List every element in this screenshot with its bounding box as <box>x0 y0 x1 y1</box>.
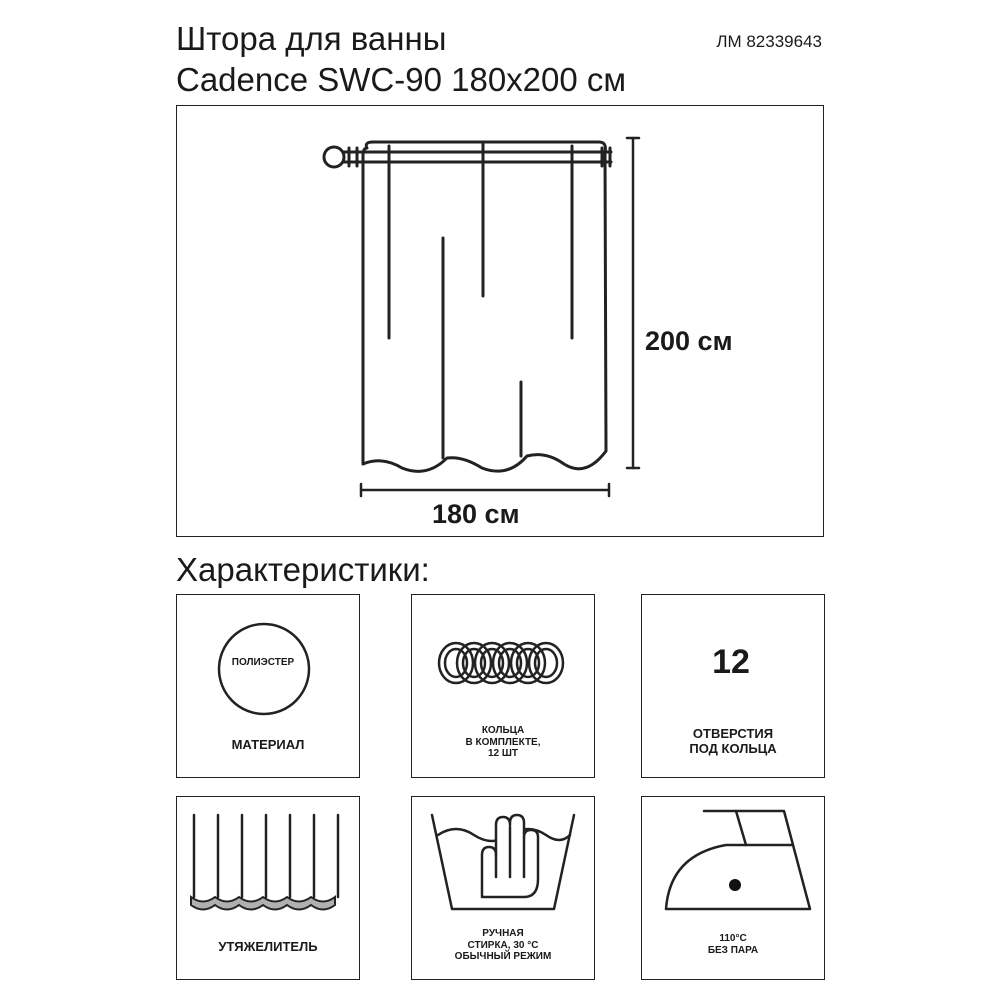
material-circle-text: ПОЛИЭСТЕР <box>231 657 295 668</box>
product-title-line-2: Cadence SWC-90 180x200 см <box>176 61 627 98</box>
card-holes <box>641 594 825 778</box>
height-dimension-line <box>627 138 639 468</box>
width-label: 180 см <box>432 499 520 529</box>
card-weight <box>176 796 360 980</box>
holes-caption-line-2: ПОД КОЛЬЦА <box>689 740 777 756</box>
holes-caption-line-1: ОТВЕРСТИЯ <box>692 726 774 741</box>
curtain-drawing <box>177 106 825 538</box>
card-material <box>176 594 360 778</box>
rings-caption-line-3: 12 ШТ <box>487 748 519 759</box>
rings-caption-line-2: В КОМПЛЕКТЕ, <box>465 736 541 748</box>
characteristics-heading: Характеристики: <box>176 551 430 588</box>
rings-caption-line-1: КОЛЬЦА <box>481 725 525 736</box>
card-iron <box>641 796 825 980</box>
wash-caption <box>412 928 594 963</box>
rings-caption <box>412 725 594 760</box>
weight-caption: УТЯЖЕЛИТЕЛЬ <box>218 939 318 954</box>
iron-caption <box>642 933 824 956</box>
iron-caption-line-1: 110°С <box>719 933 747 944</box>
article-number: ЛМ 82339643 <box>716 32 822 51</box>
holes-count: 12 <box>712 643 750 681</box>
wash-caption-line-1: РУЧНАЯ <box>482 928 524 939</box>
iron-caption-line-2: БЕЗ ПАРА <box>707 944 759 956</box>
wash-caption-line-3: ОБЫЧНЫЙ РЕЖИМ <box>454 951 552 962</box>
material-caption: МАТЕРИАЛ <box>231 737 305 752</box>
product-title-line-1: Штора для ванны <box>176 20 447 57</box>
width-dimension-line <box>361 484 609 496</box>
rod-end-icon <box>324 147 344 167</box>
curtain-dimension-diagram <box>176 105 824 537</box>
card-rings <box>411 594 595 778</box>
wash-caption-line-2: СТИРКА, 30 °С <box>467 939 539 951</box>
height-label: 200 см <box>645 326 733 356</box>
card-wash <box>411 796 595 980</box>
holes-caption <box>642 727 824 757</box>
